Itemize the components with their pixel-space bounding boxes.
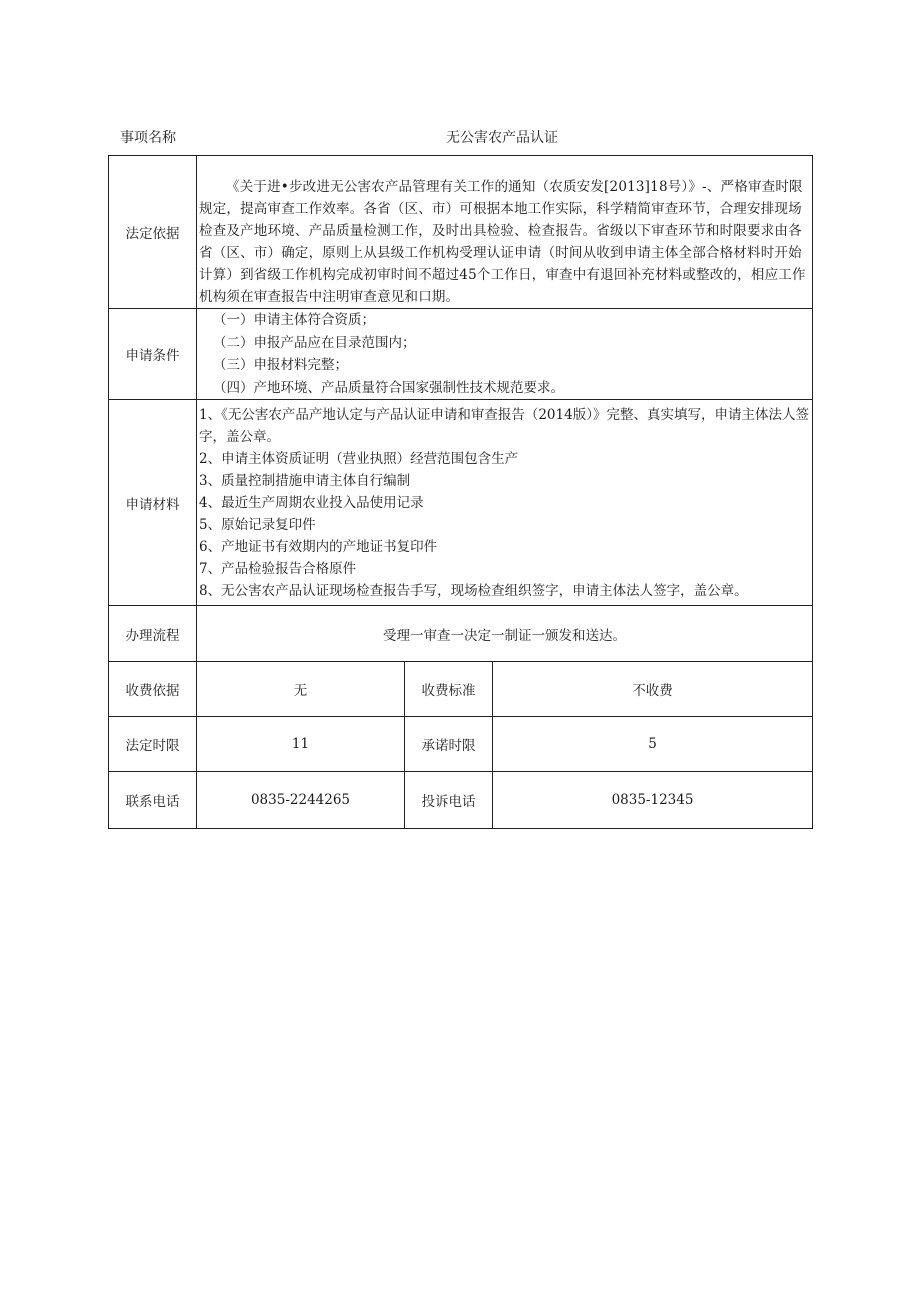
- promised-time-value: 5: [493, 717, 813, 772]
- fee-standard-value: 不收费: [493, 662, 813, 717]
- process-row: [109, 606, 813, 662]
- contact-phone-value: 0835-2244265: [197, 772, 405, 829]
- material-item: 8、无公害农产品认证现场检查报告手写，现场检查组织签字，申请主体法人签字，盖公章。: [199, 582, 748, 599]
- promised-time-label: 承诺时限: [405, 717, 493, 772]
- condition-item: （三）申报材料完整；: [213, 357, 348, 373]
- time-row: [109, 717, 813, 772]
- materials-cell: [197, 400, 813, 606]
- complaint-phone-value: 0835-12345: [493, 772, 813, 829]
- materials-label: 申请材料: [109, 400, 197, 606]
- material-item: 4、最近生产周期农业投入品使用记录: [199, 494, 424, 511]
- item-name-value: 无公害农产品认证: [446, 130, 558, 146]
- material-item: 6、产地证书有效期内的产地证书复印件: [199, 538, 438, 555]
- process-label: 办理流程: [109, 606, 197, 662]
- basis-row: [109, 156, 813, 309]
- material-item: 1、《无公害农产品产地认定与产品认证申请和审查报告（2014版）》完整、真实填写，申请主体法人签字，盖公章。: [199, 406, 809, 445]
- fee-basis-value: 无: [197, 662, 405, 717]
- conditions-cell: [197, 309, 813, 400]
- conditions-row: [109, 309, 813, 400]
- fee-row: [109, 662, 813, 717]
- condition-item: （二）申报产品应在目录范围内；: [213, 334, 416, 351]
- info-table: [108, 155, 813, 829]
- item-name-row: [108, 118, 811, 154]
- legal-time-value: 11: [197, 717, 405, 772]
- basis-label: 法定依据: [109, 156, 197, 309]
- fee-standard-label: 收费标准: [405, 662, 493, 717]
- conditions-label: 申请条件: [109, 309, 197, 400]
- material-item: 7、产品检验报告合格原件: [199, 560, 357, 577]
- basis-cell: [197, 156, 813, 309]
- legal-time-label: 法定时限: [109, 717, 197, 772]
- condition-item: （四）产地环境、产品质量符合国家强制性技术规范要求。: [213, 379, 564, 396]
- material-item: 2、申请主体资质证明（营业执照）经营范围包含生产: [199, 450, 519, 467]
- basis-text: 《关于进•步改进无公害农产品管理有关工作的通知（农质安发[2013]18号）》-、严格审查时限规定，提高审查工作效率。各省（区、市）可根据本地工作实际，科学精简审查环节，合理安排现场检查及产地环境、产品质量检测工作，及时出具检验、检查报告。省级以下审查环节和时限要求由各省（区、市）确定，原则上从县级工作机构受理认证申请（时间从收到申请主体全部合格材料时开始计算）到省级工作机构完成初审时间不超过45个工作日，审查中有退回补充材料或整改的，相应工作机构须在审查报告中注明审查意见和口期。: [199, 179, 806, 305]
- process-value: 受理一审查一决定一制证一颁发和送达。: [197, 606, 813, 662]
- condition-item: （一）申请主体符合资质；: [213, 312, 375, 328]
- complaint-phone-label: 投诉电话: [405, 772, 493, 829]
- contact-phone-label: 联系电话: [109, 772, 197, 829]
- phone-row: [109, 772, 813, 829]
- material-item: 5、原始记录复印件: [199, 516, 316, 533]
- material-item: 3、质量控制措施申请主体自行编制: [199, 472, 411, 489]
- materials-row: [109, 400, 813, 606]
- item-name-label: 事项名称: [120, 130, 176, 146]
- fee-basis-label: 收费依据: [109, 662, 197, 717]
